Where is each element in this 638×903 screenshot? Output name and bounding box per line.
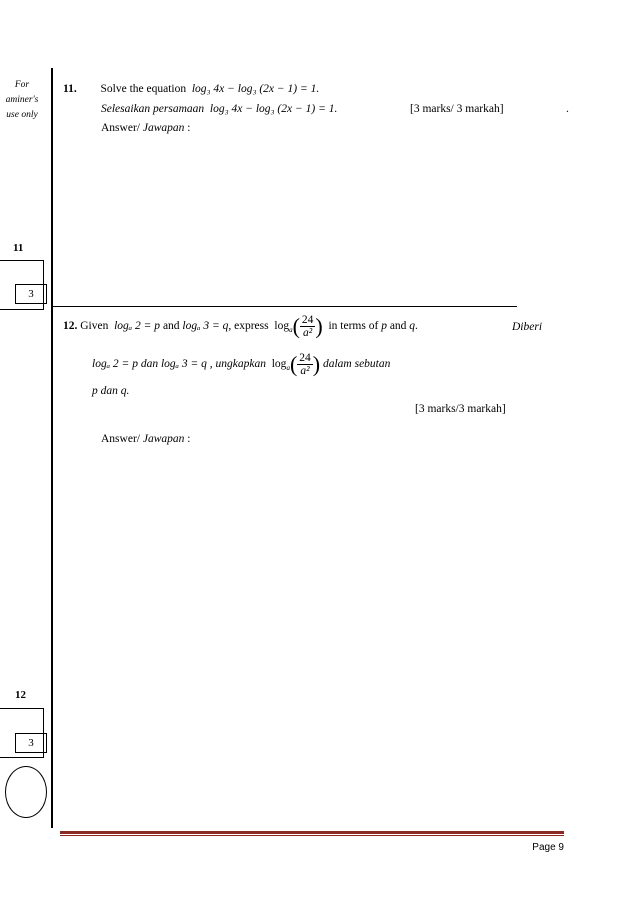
question-separator xyxy=(53,306,517,307)
q12-q: q xyxy=(409,320,416,333)
q11-line-ms xyxy=(101,103,337,115)
q12-line-ms xyxy=(92,352,390,380)
q12-and: and xyxy=(162,320,180,333)
q11-marks-box: 3 xyxy=(15,284,47,304)
q12-paren-right-ms: ) xyxy=(312,351,321,377)
q12-in-terms: in terms of xyxy=(328,320,379,333)
q12-fraction-ms xyxy=(297,352,313,377)
margin-use-only: use only xyxy=(6,110,38,120)
q11-line-en xyxy=(63,83,319,95)
q12-paren-left-ms: ( xyxy=(289,351,298,377)
q11-equation-ms: log₃ 4x − log₃ (2x − 1) = 1. xyxy=(209,103,338,115)
page-number: Page 9 xyxy=(532,842,564,853)
q12-frac-den: a² xyxy=(303,327,313,339)
q12-diberi: Diberi xyxy=(512,321,543,333)
q12-side-number: 12 xyxy=(15,689,26,701)
q12-p-dan-q: p dan q. xyxy=(92,385,130,397)
q11-ms-prefix: Selesaikan persamaan xyxy=(101,103,205,115)
q12-eq2: logₐ 3 = q xyxy=(182,320,229,333)
q11-marks: [3 marks/ 3 markah] xyxy=(410,103,504,115)
q12-frac-num: 24 xyxy=(301,314,314,326)
total-marks-circle xyxy=(5,766,47,818)
q12-paren-left: ( xyxy=(292,313,300,339)
footer-rule-thin xyxy=(60,835,564,836)
q12-given: Given xyxy=(80,320,109,333)
q12-number: 12. xyxy=(63,320,78,333)
q12-eq1: logₐ 2 = p xyxy=(114,320,161,333)
q11-side-number: 11 xyxy=(13,242,24,254)
q12-answer-label: Answer/ Jawapan : xyxy=(101,433,191,445)
q12-paren-right: ) xyxy=(315,313,323,339)
examiner-use-label xyxy=(0,78,44,123)
q12-log-base: $\log_a$ xyxy=(274,320,293,335)
q11-answer-label: Answer/ Jawapan : xyxy=(101,122,191,134)
q12-marks: [3 marks/3 markah] xyxy=(415,403,506,415)
q11-en-prefix: Solve the equation xyxy=(100,83,187,95)
q12-ms-line: logₐ 2 = p dan logₐ 3 = q , ungkapkan xyxy=(92,358,266,371)
q11-number: 11. xyxy=(63,83,77,95)
q12-marks-box: 3 xyxy=(15,733,47,753)
q12-frac-den-ms: a² xyxy=(300,365,310,377)
margin-for: For xyxy=(14,80,30,90)
footer-rule-thick xyxy=(60,831,564,834)
q11-answer-en: Answer/ xyxy=(101,122,140,134)
margin-examiner: aminer's xyxy=(5,95,39,105)
q12-answer-ms: Jawapan xyxy=(142,433,185,445)
q11-answer-ms: Jawapan xyxy=(142,122,185,134)
q12-express: , express xyxy=(228,320,269,333)
q11-equation: log₃ 4x − log₃ (2x − 1) = 1. xyxy=(191,83,320,95)
q11-trailing-dot: . xyxy=(566,103,569,115)
q12-line-en: 12. Given logₐ 2 = p and logₐ 3 = q, express $\log_a$( $\frac{24}{\text{a²}}$ ) in terms of p and q. xyxy=(63,313,418,339)
margin-divider xyxy=(51,68,53,828)
q12-log-base-ms: $\log_a$ xyxy=(271,358,290,373)
q12-p: p xyxy=(381,320,387,333)
q12-dalam-sebutan: dalam sebutan xyxy=(322,358,391,371)
q12-answer-en: Answer/ xyxy=(101,433,140,445)
q12-fraction xyxy=(300,314,316,339)
q12-frac-num-ms: 24 xyxy=(299,352,311,364)
